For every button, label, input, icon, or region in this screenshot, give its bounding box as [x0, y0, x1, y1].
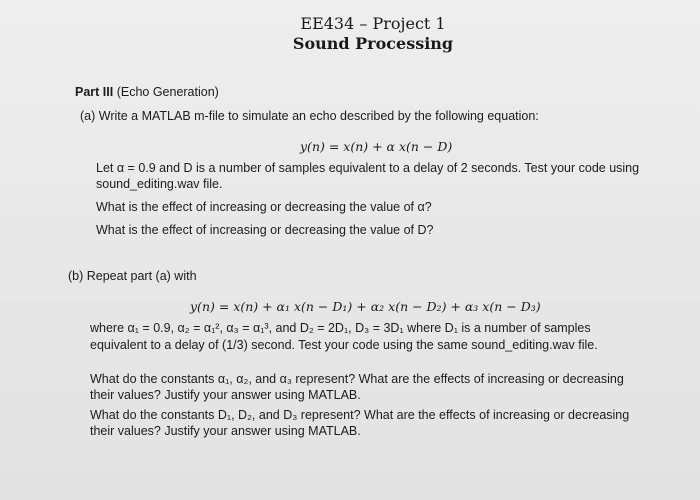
section-b-question1-line1: What do the constants α₁, α₂, and α₃ represent? What are the effects of increasing or decreasing: [90, 372, 624, 386]
section-b-question2-line2: their values? Justify your answer using MATLAB.: [90, 424, 361, 438]
section-a-line2: sound_editing.wav file.: [96, 177, 223, 191]
section-b-prompt: (b) Repeat part (a) with: [68, 269, 197, 283]
section-b-question1-line2: their values? Justify your answer using MATLAB.: [90, 388, 361, 402]
section-b-question2-line1: What do the constants D₁, D₂, and D₃ represent? What are the effects of increasing or decreasing: [90, 408, 630, 422]
section-a-prompt: (a) Write a MATLAB m-file to simulate an echo described by the following equation:: [80, 109, 539, 123]
section-b-equation: y(n) = x(n) + α₁ x(n − D₁) + α₂ x(n − D₂) + α₃ x(n − D₃): [190, 299, 541, 314]
section-a-question2: What is the effect of increasing or decreasing the value of D?: [96, 223, 434, 237]
page-title: [0, 14, 700, 54]
section-a-line1: Let α = 0.9 and D is a number of samples equivalent to a delay of 2 seconds. Test your code using: [96, 161, 640, 175]
subtitle-line: Sound Processing: [292, 34, 454, 53]
part-heading-rest: (Echo Generation): [113, 85, 219, 99]
section-b-line2: equivalent to a delay of (1/3) second. Test your code using the same sound_editing.wav file.: [90, 338, 598, 352]
part-heading-label: Part III: [75, 85, 114, 99]
section-a-equation: y(n) = x(n) + α x(n − D): [300, 139, 453, 154]
section-b-line1: where α₁ = 0.9, α₂ = α₁², α₃ = α₁³, and D₂ = 2D₁, D₃ = 3D₁ where D₁ is a number of samples: [90, 321, 591, 335]
section-a-question1: What is the effect of increasing or decreasing the value of α?: [96, 200, 432, 214]
part-heading: [75, 84, 219, 100]
title-line: EE434 – Project 1: [300, 14, 446, 33]
